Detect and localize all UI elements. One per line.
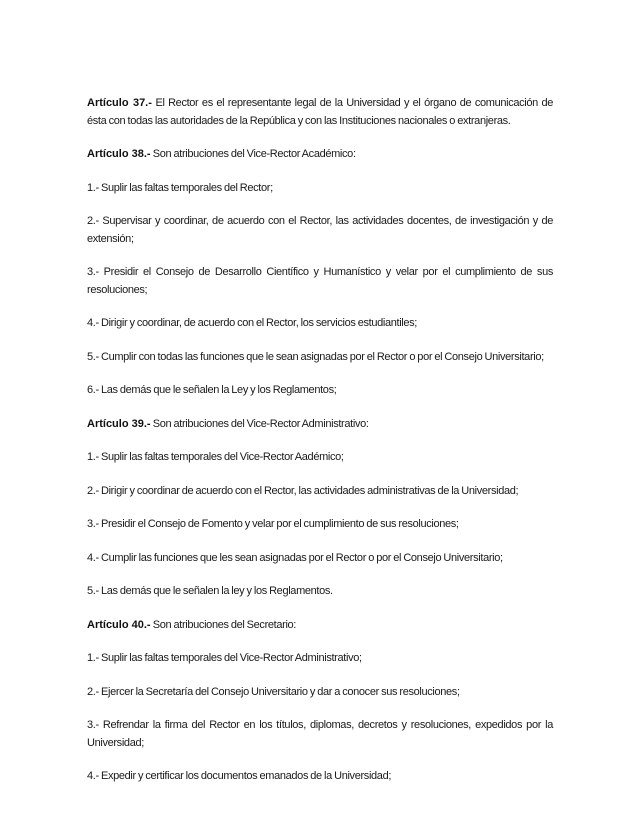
article-38-text: Son atribuciones del Vice-Rector Académico:: [150, 148, 356, 160]
list-item: 4.- Dirigir y coordinar, de acuerdo con el Rector, los servicios estudiantiles;: [87, 317, 418, 329]
document-page: [87, 95, 553, 802]
article-37-paragraph: [87, 95, 553, 130]
article-38-paragraph: [87, 146, 553, 164]
list-item: 6.- Las demás que le señalen la Ley y los Reglamentos;: [87, 384, 337, 396]
list-item: 3.- Refrendar la firma del Rector en los títulos, diplomas, decretos y resoluciones, expedidos por la Universidad;: [87, 719, 553, 749]
article-40-heading: Artículo 40.-: [87, 618, 151, 631]
article-39-heading: Artículo 39.-: [87, 417, 151, 430]
list-item: 2.- Ejercer la Secretaría del Consejo Universitario y dar a conocer sus resoluciones;: [87, 685, 460, 698]
list-item: 5.- Cumplir con todas las funciones que le sean asignadas por el Rector o por el Consejo Universitario;: [87, 350, 544, 363]
list-item: 3.- Presidir el Consejo de Desarrollo Científico y Humanístico y velar por el cumplimiento de sus resoluciones;: [87, 266, 553, 296]
article-40-text: Son atribuciones del Secretario:: [150, 618, 297, 631]
list-item: 3.- Presidir el Consejo de Fomento y velar por el cumplimiento de sus resoluciones;: [87, 518, 459, 530]
list-item: 1.- Suplir las faltas temporales del Rector;: [87, 181, 273, 194]
list-item: 1.- Suplir las faltas temporales del Vice-Rector Aadémico;: [87, 451, 344, 463]
list-item: 5.- Las demás que le señalen la ley y los Reglamentos.: [87, 585, 333, 597]
article-37-text: El Rector es el representante legal de la Universidad y el órgano de comunicación de ésta con todas las autoridades de la República y con las Instituciones nacionales o extranjeras.: [87, 97, 553, 127]
list-item: 4.- Cumplir las funciones que les sean asignadas por el Rector o por el Consejo Universitario;: [87, 551, 503, 564]
article-39-text: Son atribuciones del Vice-Rector Administrativo:: [150, 417, 369, 430]
list-item: 4.- Expedir y certificar los documentos emanados de la Universidad;: [87, 770, 392, 782]
list-item: 2.- Supervisar y coordinar, de acuerdo con el Rector, las actividades docentes, de investigación y de extensión;: [87, 215, 553, 245]
article-39-paragraph: [87, 416, 553, 434]
list-item: 1.- Suplir las faltas temporales del Vice-Rector Administrativo;: [87, 652, 362, 664]
list-item: 2.- Dirigir y coordinar de acuerdo con el Rector, las actividades administrativas de la Universidad;: [87, 484, 519, 497]
article-38-heading: Artículo 38.-: [87, 148, 151, 160]
article-37-heading: Artículo 37.-: [87, 97, 152, 109]
article-40-paragraph: [87, 617, 553, 635]
